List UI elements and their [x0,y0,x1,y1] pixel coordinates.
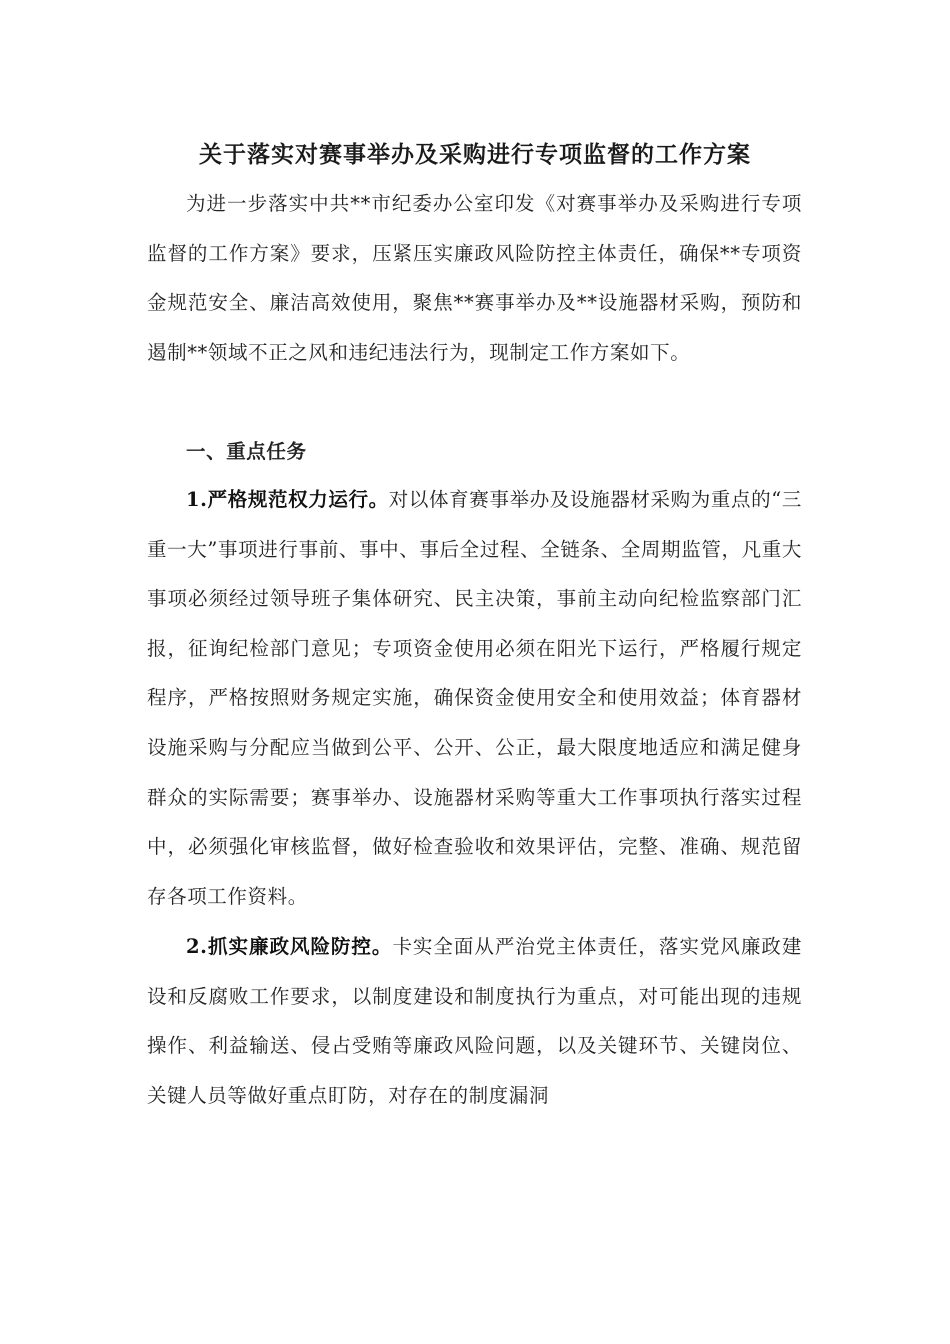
task-item-1-text: 对以体育赛事举办及设施器材采购为重点的“三重一大”事项进行事前、事中、事后全过程、全链条、全周期监管，凡重大事项必须经过领导班子集体研究、民主决策，事前主动向纪检监察部门汇报，征询纪检部门意见；专项资金使用必须在阳光下运行，严格履行规定程序，严格按照财务规定实施，确保资金使用安全和使用效益；体育器材设施采购与分配应当做到公平、公开、公正，最大限度地适应和满足健身群众的实际需要；赛事举办、设施器材采购等重大工作事项执行落实过程中，必须强化审核监督，做好检查验收和效果评估，完整、准确、规范留存各项工作资料。 [147,488,802,908]
document-title: 关于落实对赛事举办及采购进行专项监督的工作方案 [199,141,751,168]
intro-paragraph: 为进一步落实中共**市纪委办公室印发《对赛事举办及采购进行专项监督的工作方案》要求，压紧压实廉政风险防控主体责任，确保**专项资金规范安全、廉洁高效使用，聚焦**赛事举办及**设施器材采购，预防和遏制**领域不正之风和违纪违法行为，现制定工作方案如下。 [147,192,802,364]
task-item-2-lead: 2.抓实廉政风险防控。 [186,935,393,958]
task-item-1 [147,475,802,921]
section-heading-key-tasks: 一、重点任务 [186,440,307,463]
task-item-2-text: 卡实全面从严治党主体责任，落实党风廉政建设和反腐败工作要求，以制度建设和制度执行为重点，对可能出现的违规操作、利益输送、侵占受贿等廉政风险问题，以及关键环节、关键岗位、关键人员等做好重点盯防，对存在的制度漏洞 [147,935,802,1107]
task-item-2 [147,922,802,1120]
task-item-1-lead: 1.严格规范权力运行。 [186,488,389,511]
